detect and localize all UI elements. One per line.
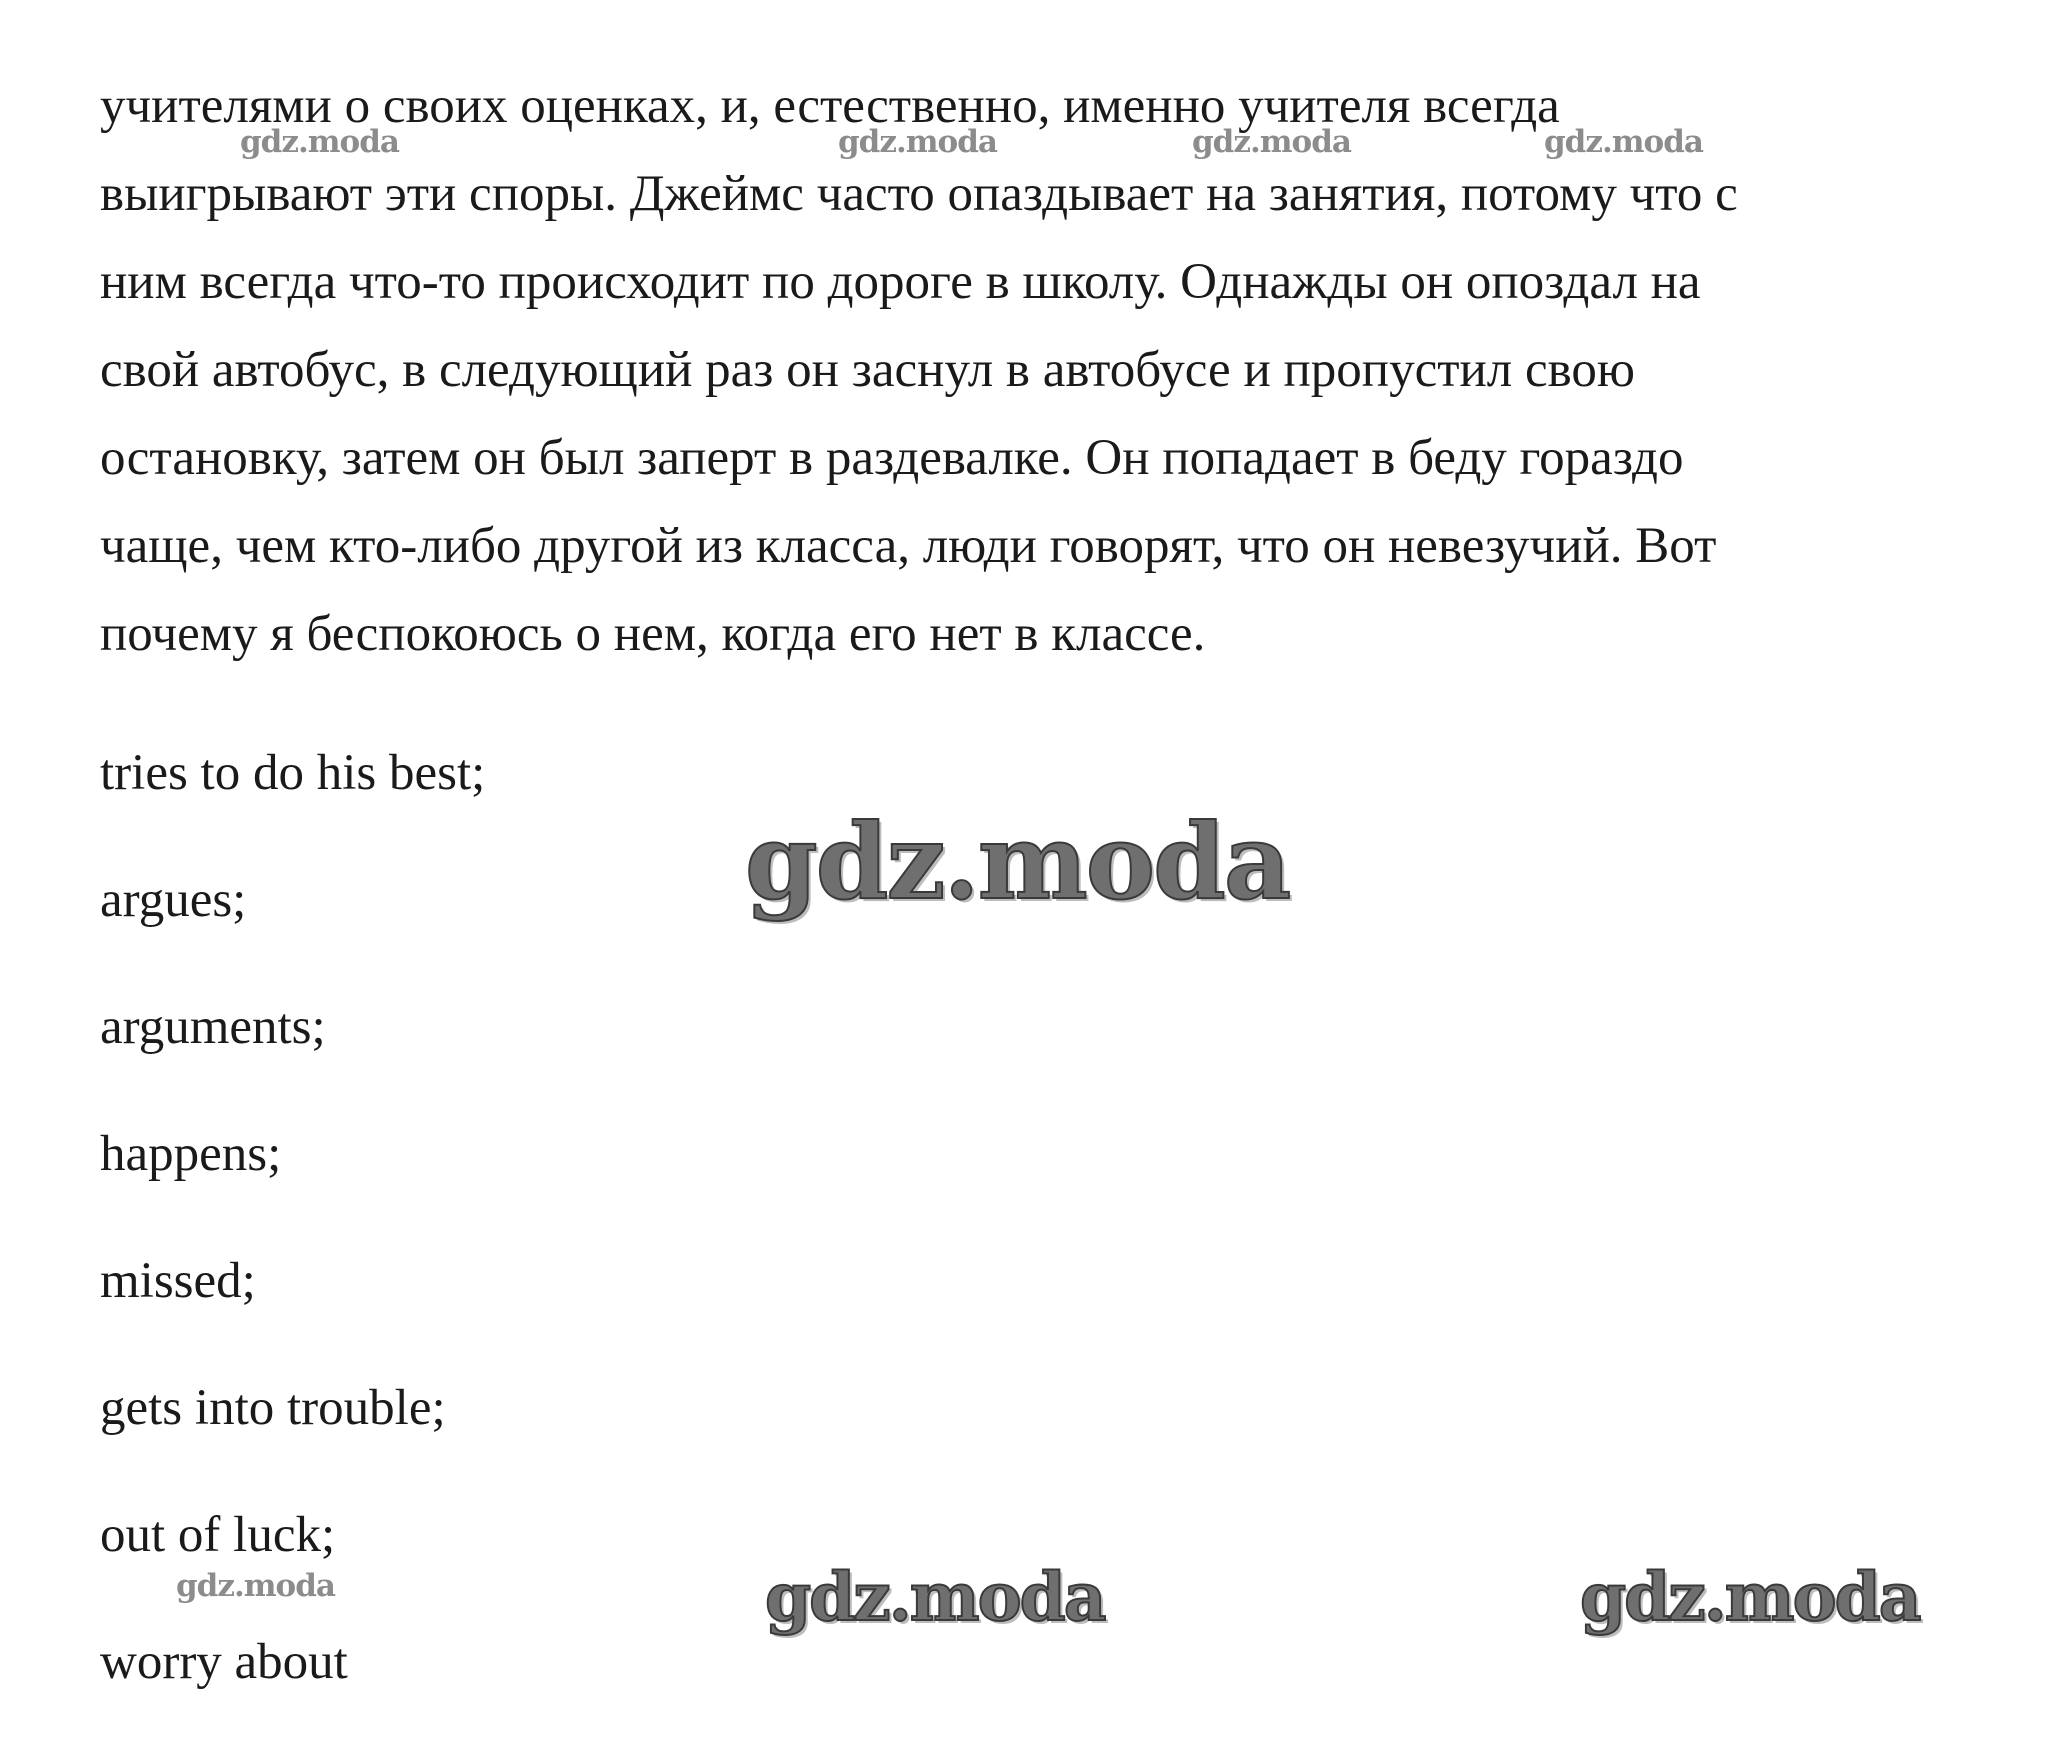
answer-item: out of luck; xyxy=(100,1507,336,1563)
paragraph-line: учителями о своих оценках, и, естественно, именно учителя всегда xyxy=(100,78,1560,134)
answer-item: argues; xyxy=(100,872,247,928)
watermark-logo: gdz.moda xyxy=(1544,124,1703,160)
watermark-logo: gdz.moda xyxy=(176,1568,335,1604)
answer-item: arguments; xyxy=(100,999,326,1055)
watermark-logo: gdz.moda xyxy=(1192,124,1351,160)
paragraph-line: чаще, чем кто-либо другой из класса, люди говорят, что он невезучий. Вот xyxy=(100,518,1717,574)
watermark-logo: gdz.moda xyxy=(765,1558,1105,1636)
watermark-logo: gdz.moda xyxy=(838,124,997,160)
russian-translation-paragraph xyxy=(100,62,2020,678)
answer-item: gets into trouble; xyxy=(100,1380,446,1436)
answer-item: missed; xyxy=(100,1253,256,1309)
paragraph-line: выигрывают эти споры. Джеймс часто опаздывает на занятия, потому что с xyxy=(100,166,1738,222)
answer-item: tries to do his best; xyxy=(100,745,486,801)
paragraph-line: ним всегда что-то происходит по дороге в школу. Однажды он опоздал на xyxy=(100,254,1701,310)
answer-item: happens; xyxy=(100,1126,282,1182)
paragraph-line: свой автобус, в следующий раз он заснул в автобусе и пропустил свою xyxy=(100,342,1635,398)
watermark-logo: gdz.moda xyxy=(745,800,1290,923)
watermark-logo: gdz.moda xyxy=(240,124,399,160)
answer-item: worry about xyxy=(100,1634,348,1690)
answer-list xyxy=(100,710,485,1726)
paragraph-line: почему я беспокоюсь о нем, когда его нет в классе. xyxy=(100,606,1206,662)
watermark-logo: gdz.moda xyxy=(1580,1558,1920,1636)
paragraph-line: остановку, затем он был заперт в раздевалке. Он попадает в беду гораздо xyxy=(100,430,1684,486)
